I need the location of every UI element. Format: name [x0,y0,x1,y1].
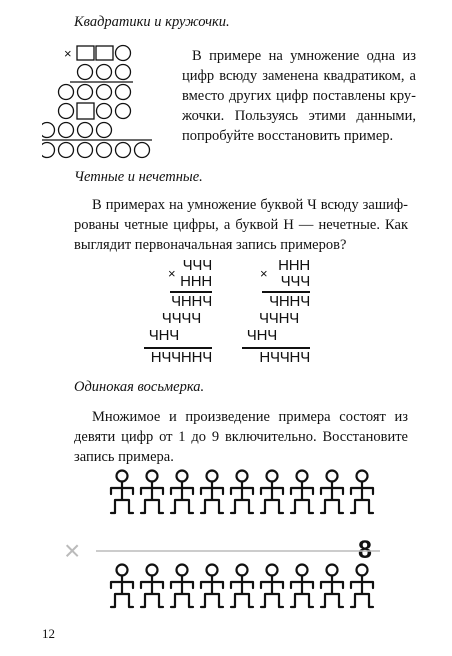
paragraph-line: В примерах на умножение буквой Ч всюду зашиф- [92,197,408,213]
section1-paragraph [182,46,416,146]
circle-mark [59,85,74,100]
circle-mark [78,85,93,100]
section-title-lonely-eight: Одинокая восьмерка. [74,379,205,395]
example-row: ЧЧЧЧ [161,310,201,327]
circle-mark [135,143,150,158]
circle-mark [116,65,131,80]
stick-figure [111,471,133,514]
square-mark [96,46,113,60]
paragraph-line: жочки. Пользуясь этими данными, [182,108,416,124]
circle-mark [97,143,112,158]
circle-mark [97,65,112,80]
section3-paragraph [74,407,408,467]
paragraph-line: В примере на умножение одна из [192,48,416,64]
circle-mark [97,85,112,100]
stick-figure [201,471,223,514]
example-row: ЧЧЧ [182,257,212,274]
stick-figure [141,471,163,514]
multiply-sign: × [168,266,176,281]
stick-figure [171,471,193,514]
section2-paragraph [74,195,408,255]
multiply-sign: × [260,266,268,281]
paragraph-line: рованы четные цифры, а буквой Н — нечетные. Как [74,217,408,233]
stick-figure [321,565,343,608]
paragraph-line: Множимое и произведение примера состоят из [92,409,408,425]
circle-mark [59,104,74,119]
stick-figure [351,565,373,608]
stick-figure [231,471,253,514]
stick-figure [261,471,283,514]
example-row: ЧЧНЧ [258,310,299,327]
stick-figure [201,565,223,608]
circle-mark [78,65,93,80]
example-row: ЧНЧ [246,327,277,344]
multiplicand-figures [111,471,373,514]
section-title-even-odd: Четные и нечетные. [74,169,203,185]
stick-figure [111,565,133,608]
circle-mark [78,123,93,138]
example-row: ЧНЧ [148,327,179,344]
paragraph-line: вместо других цифр поставлены кру- [182,88,416,104]
example-row: ННН [180,273,212,290]
paragraph-line: попробуйте восстановить пример. [182,128,394,144]
circle-mark [59,123,74,138]
example-row: НЧЧННЧ [150,349,212,366]
squares-circles-puzzle [42,42,174,160]
stick-figure [321,471,343,514]
example-row: НЧЧНЧ [259,349,310,366]
multiply-sign: × [64,535,81,566]
circle-mark [42,123,55,138]
square-mark [77,46,94,60]
stick-figure [261,565,283,608]
example-row: ННН [278,257,310,274]
example-row: ЧЧЧ [280,273,310,290]
paragraph-line: цифр всюду заменена квадратиком, а [182,68,416,84]
example-row: ЧННЧ [171,293,212,310]
stick-figure [291,471,313,514]
stick-figure [141,565,163,608]
paragraph-line: девяти цифр от 1 до 9 включительно. Восстановите [74,429,408,445]
circle-mark [97,123,112,138]
square-mark [77,103,94,119]
circle-mark [116,46,131,61]
stick-figure [171,565,193,608]
stick-figure [291,565,313,608]
stick-figure [351,471,373,514]
stick-figure [231,565,253,608]
stick-figure-puzzle [60,468,400,616]
circle-mark [116,85,131,100]
paragraph-line: выглядит первоначальная запись примеров? [74,237,347,253]
circle-mark [116,143,131,158]
multiply-sign: × [64,46,72,61]
example-row: ЧННЧ [269,293,310,310]
circle-mark [59,143,74,158]
paragraph-line: запись примера. [74,449,174,465]
circle-mark [42,143,55,158]
product-figures [111,565,373,608]
circle-mark [97,104,112,119]
circle-mark [116,104,131,119]
multiplier-digit: 8 [358,536,372,564]
section-title-squares-circles: Квадратики и кружочки. [74,14,230,30]
circle-mark [78,143,93,158]
page-number: 12 [42,626,55,641]
